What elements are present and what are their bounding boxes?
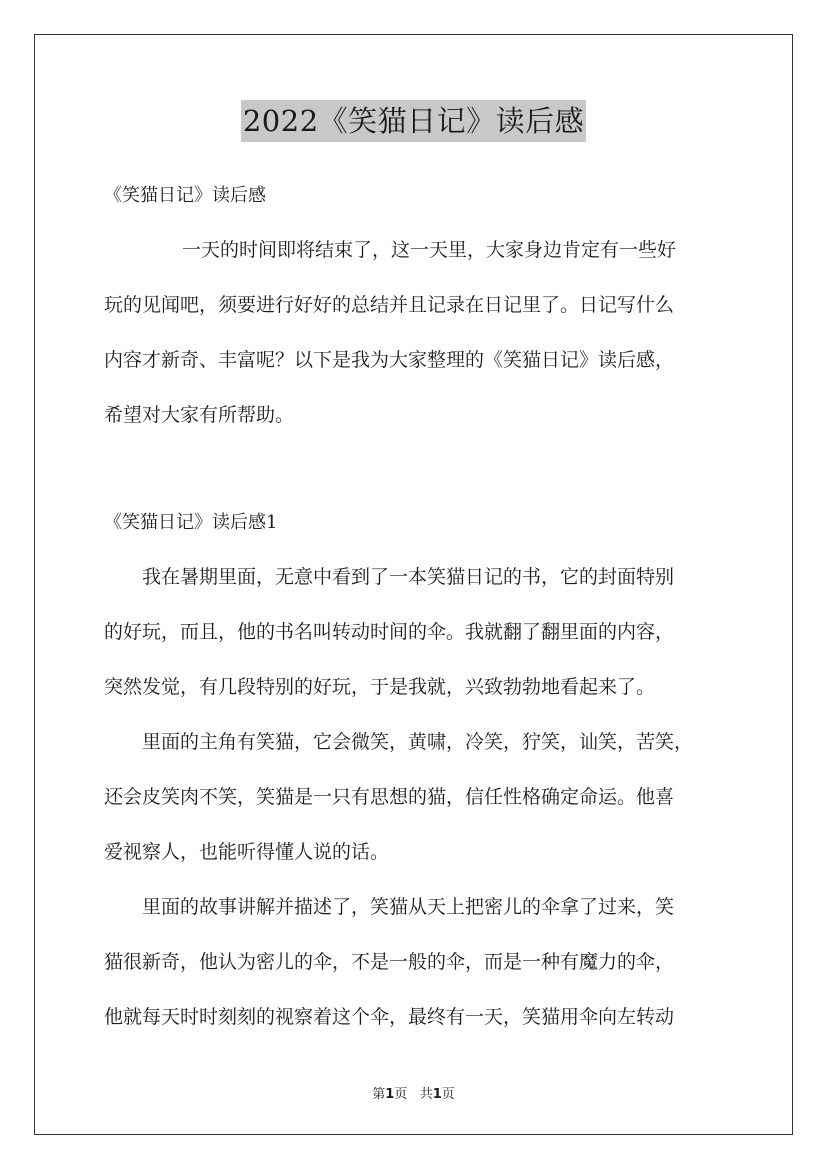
para3-line: 他就每天时时刻刻的视察着这个伞，最终有一天，笑猫用伞向左转动 xyxy=(104,1006,675,1028)
document-body xyxy=(104,168,744,1045)
footer-total-number: 1 xyxy=(432,1087,442,1102)
footer-page-prefix: 第 xyxy=(372,1087,386,1102)
intro-line: 一天的时间即将结束了，这一天里，大家身边肯定有一些好 xyxy=(182,239,677,261)
document-title: 2022《笑猫日记》读后感 xyxy=(241,100,586,142)
title-wrapper xyxy=(0,100,827,142)
footer-total-suffix: 页 xyxy=(441,1087,455,1102)
intro-line: 玩的见闻吧，须要进行好好的总结并且记录在日记里了。日记写什么 xyxy=(104,294,675,316)
paragraph-gap xyxy=(104,443,744,495)
para1-line: 的好玩，而且，他的书名叫转动时间的伞。我就翻了翻里面的内容， xyxy=(104,621,675,643)
intro-line: 内容才新奇、丰富呢？以下是我为大家整理的《笑猫日记》读后感， xyxy=(104,349,675,371)
intro-heading: 《笑猫日记》读后感 xyxy=(104,185,266,206)
para3-line: 里面的故事讲解并描述了，笑猫从天上把密儿的伞拿了过来，笑 xyxy=(142,896,675,918)
para1-line: 突然发觉，有几段特别的好玩，于是我就，兴致勃勃地看起来了。 xyxy=(104,676,656,698)
para2-line: 爱视察人，也能听得懂人说的话。 xyxy=(104,841,390,863)
para1-line: 我在暑期里面，无意中看到了一本笑猫日记的书，它的封面特别 xyxy=(142,566,675,588)
footer-page-number: 1 xyxy=(385,1087,395,1102)
para3-line: 猫很新奇，他认为密儿的伞，不是一般的伞，而是一种有魔力的伞， xyxy=(104,951,675,973)
page-footer xyxy=(0,1083,827,1102)
para2-line: 还会皮笑肉不笑，笑猫是一只有思想的猫，信任性格确定命运。他喜 xyxy=(104,786,675,808)
intro-line: 希望对大家有所帮助。 xyxy=(104,404,295,426)
section1-heading: 《笑猫日记》读后感1 xyxy=(104,512,278,533)
footer-total-prefix: 共 xyxy=(419,1087,433,1102)
footer-page-suffix: 页 xyxy=(394,1087,408,1102)
para2-line: 里面的主角有笑猫，它会微笑，黄啸，冷笑，狞笑，讪笑，苦笑， xyxy=(142,731,694,753)
